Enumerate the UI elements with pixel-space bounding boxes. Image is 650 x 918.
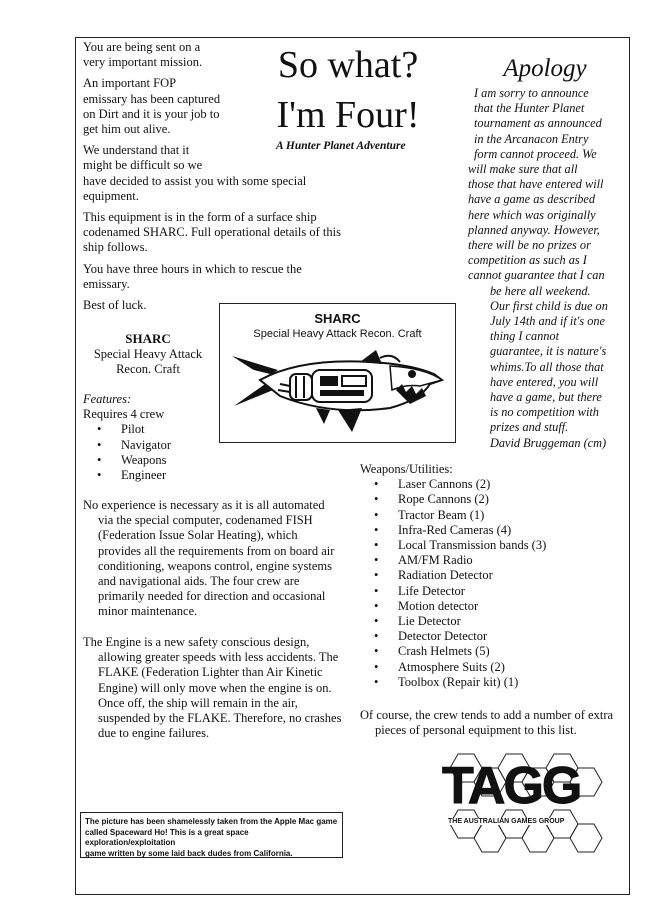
weapon-item: • AM/FM Radio	[398, 553, 625, 568]
fish-paragraph: No experience is necessary as it is all automated via the special computer, codenamed FISH (Federation Issue Solar Heating), which provides all the requirements from on board air conditioning, weapons control, engine systems and navigational aids. The four crew are primarily needed for direction and occasional minor maintenance.	[83, 498, 335, 619]
title-block	[262, 42, 434, 138]
crew-item: • Weapons	[121, 453, 223, 468]
features-requires: Requires 4 crew	[83, 407, 165, 422]
weapon-item: • Lie Detector	[398, 614, 625, 629]
sharc-box-title: SHARC	[314, 311, 361, 326]
weapon-item: • Radiation Detector	[398, 568, 625, 583]
crew-list	[121, 422, 223, 483]
weapons-list	[398, 477, 625, 690]
weapon-item: • Local Transmission bands (3)	[398, 538, 625, 553]
weapon-item: • Detector Detector	[398, 629, 625, 644]
weapon-item: • Toolbox (Repair kit) (1)	[398, 675, 625, 690]
sharc-label-line2: Recon. Craft	[116, 362, 180, 377]
intro-para-1: You are being sent on a very important mission.	[83, 40, 203, 70]
intro-para-2: An important FOP emissary has been captured on Dirt and it is your job to get him out alive.	[83, 76, 221, 137]
weapon-item: • Crash Helmets (5)	[398, 644, 625, 659]
sharc-label	[83, 330, 213, 377]
title-line-2: I'm Four!	[276, 94, 420, 136]
intro-para-5: You have three hours in which to rescue the emissary.	[83, 261, 302, 291]
sharc-box-subtitle: Special Heavy Attack Recon. Craft	[253, 328, 422, 340]
tagg-logo-letters: TAGG	[442, 757, 581, 815]
picture-credit-note: The picture has been shamelessly taken from the Apple Mac game called Spaceward Ho! This is a great space exploration/exploitation game written by some laid back dudes from California.	[80, 812, 343, 858]
sharc-label-name: SHARC	[125, 331, 171, 346]
crew-item: • Engineer	[121, 468, 223, 483]
shark-ship-illustration	[220, 344, 457, 444]
intro-para-4: This equipment is in the form of a surface ship codenamed SHARC. Full operational details of this ship follows.	[83, 210, 341, 255]
weapon-item: • Tractor Beam (1)	[398, 508, 625, 523]
weapons-block	[360, 462, 625, 690]
engine-paragraph: The Engine is a new safety conscious design, allowing greater speeds with less accidents. The FLAKE (Federation Lighter than Air Kinetic Engine) will only move when the engine is on. Once off, the ship will remain in the air, suspended by the FLAKE. Therefore, no crashes due to engine failures.	[83, 635, 342, 741]
crew-item: • Navigator	[121, 438, 223, 453]
weapon-item: • Motion detector	[398, 599, 625, 614]
title-line-1: So what?	[277, 44, 419, 86]
tagg-logo	[438, 752, 616, 862]
tagg-logo-tagline: THE AUSTRALIAN GAMES GROUP	[448, 818, 565, 825]
closing-paragraph: Of course, the crew tends to add a number of extra pieces of personal equipment to this list.	[360, 708, 614, 738]
weapon-item: • Atmosphere Suits (2)	[398, 660, 625, 675]
weapon-item: • Infra-Red Cameras (4)	[398, 523, 625, 538]
weapon-item: • Laser Cannons (2)	[398, 477, 625, 492]
sharc-image-box	[219, 303, 456, 443]
intro-para-6: Best of luck.	[83, 298, 147, 313]
intro-para-3: We understand that it might be difficult so we have decided to assist you with some special equipment.	[83, 143, 307, 203]
apology-heading: Apology	[503, 55, 587, 82]
weapon-item: • Rope Cannons (2)	[398, 492, 625, 507]
features-block	[83, 392, 223, 483]
crew-item: • Pilot	[121, 422, 223, 437]
apology-text: I am sorry to announce that the Hunter Planet tournament as announced in the Arcanacon Entry form cannot proceed. We will make sure that all those that have entered will have a game as described here which was originally planned anyway. However, there will be no prizes or competition as such as I cannot guarantee that I can be here all weekend. Our first child is due on July 14th and if it's one thing I cannot guarantee, it is nature's whims.To all those that have entered, you will have a game, but there is no competition with prizes and stuff. David Bruggeman (cm)	[468, 86, 608, 450]
features-heading: Features:	[83, 392, 132, 406]
subtitle: A Hunter Planet Adventure	[276, 140, 406, 152]
sharc-label-line1: Special Heavy Attack	[93, 347, 203, 361]
weapons-heading: Weapons/Utilities:	[360, 462, 453, 476]
weapon-item: • Life Detector	[398, 584, 625, 599]
